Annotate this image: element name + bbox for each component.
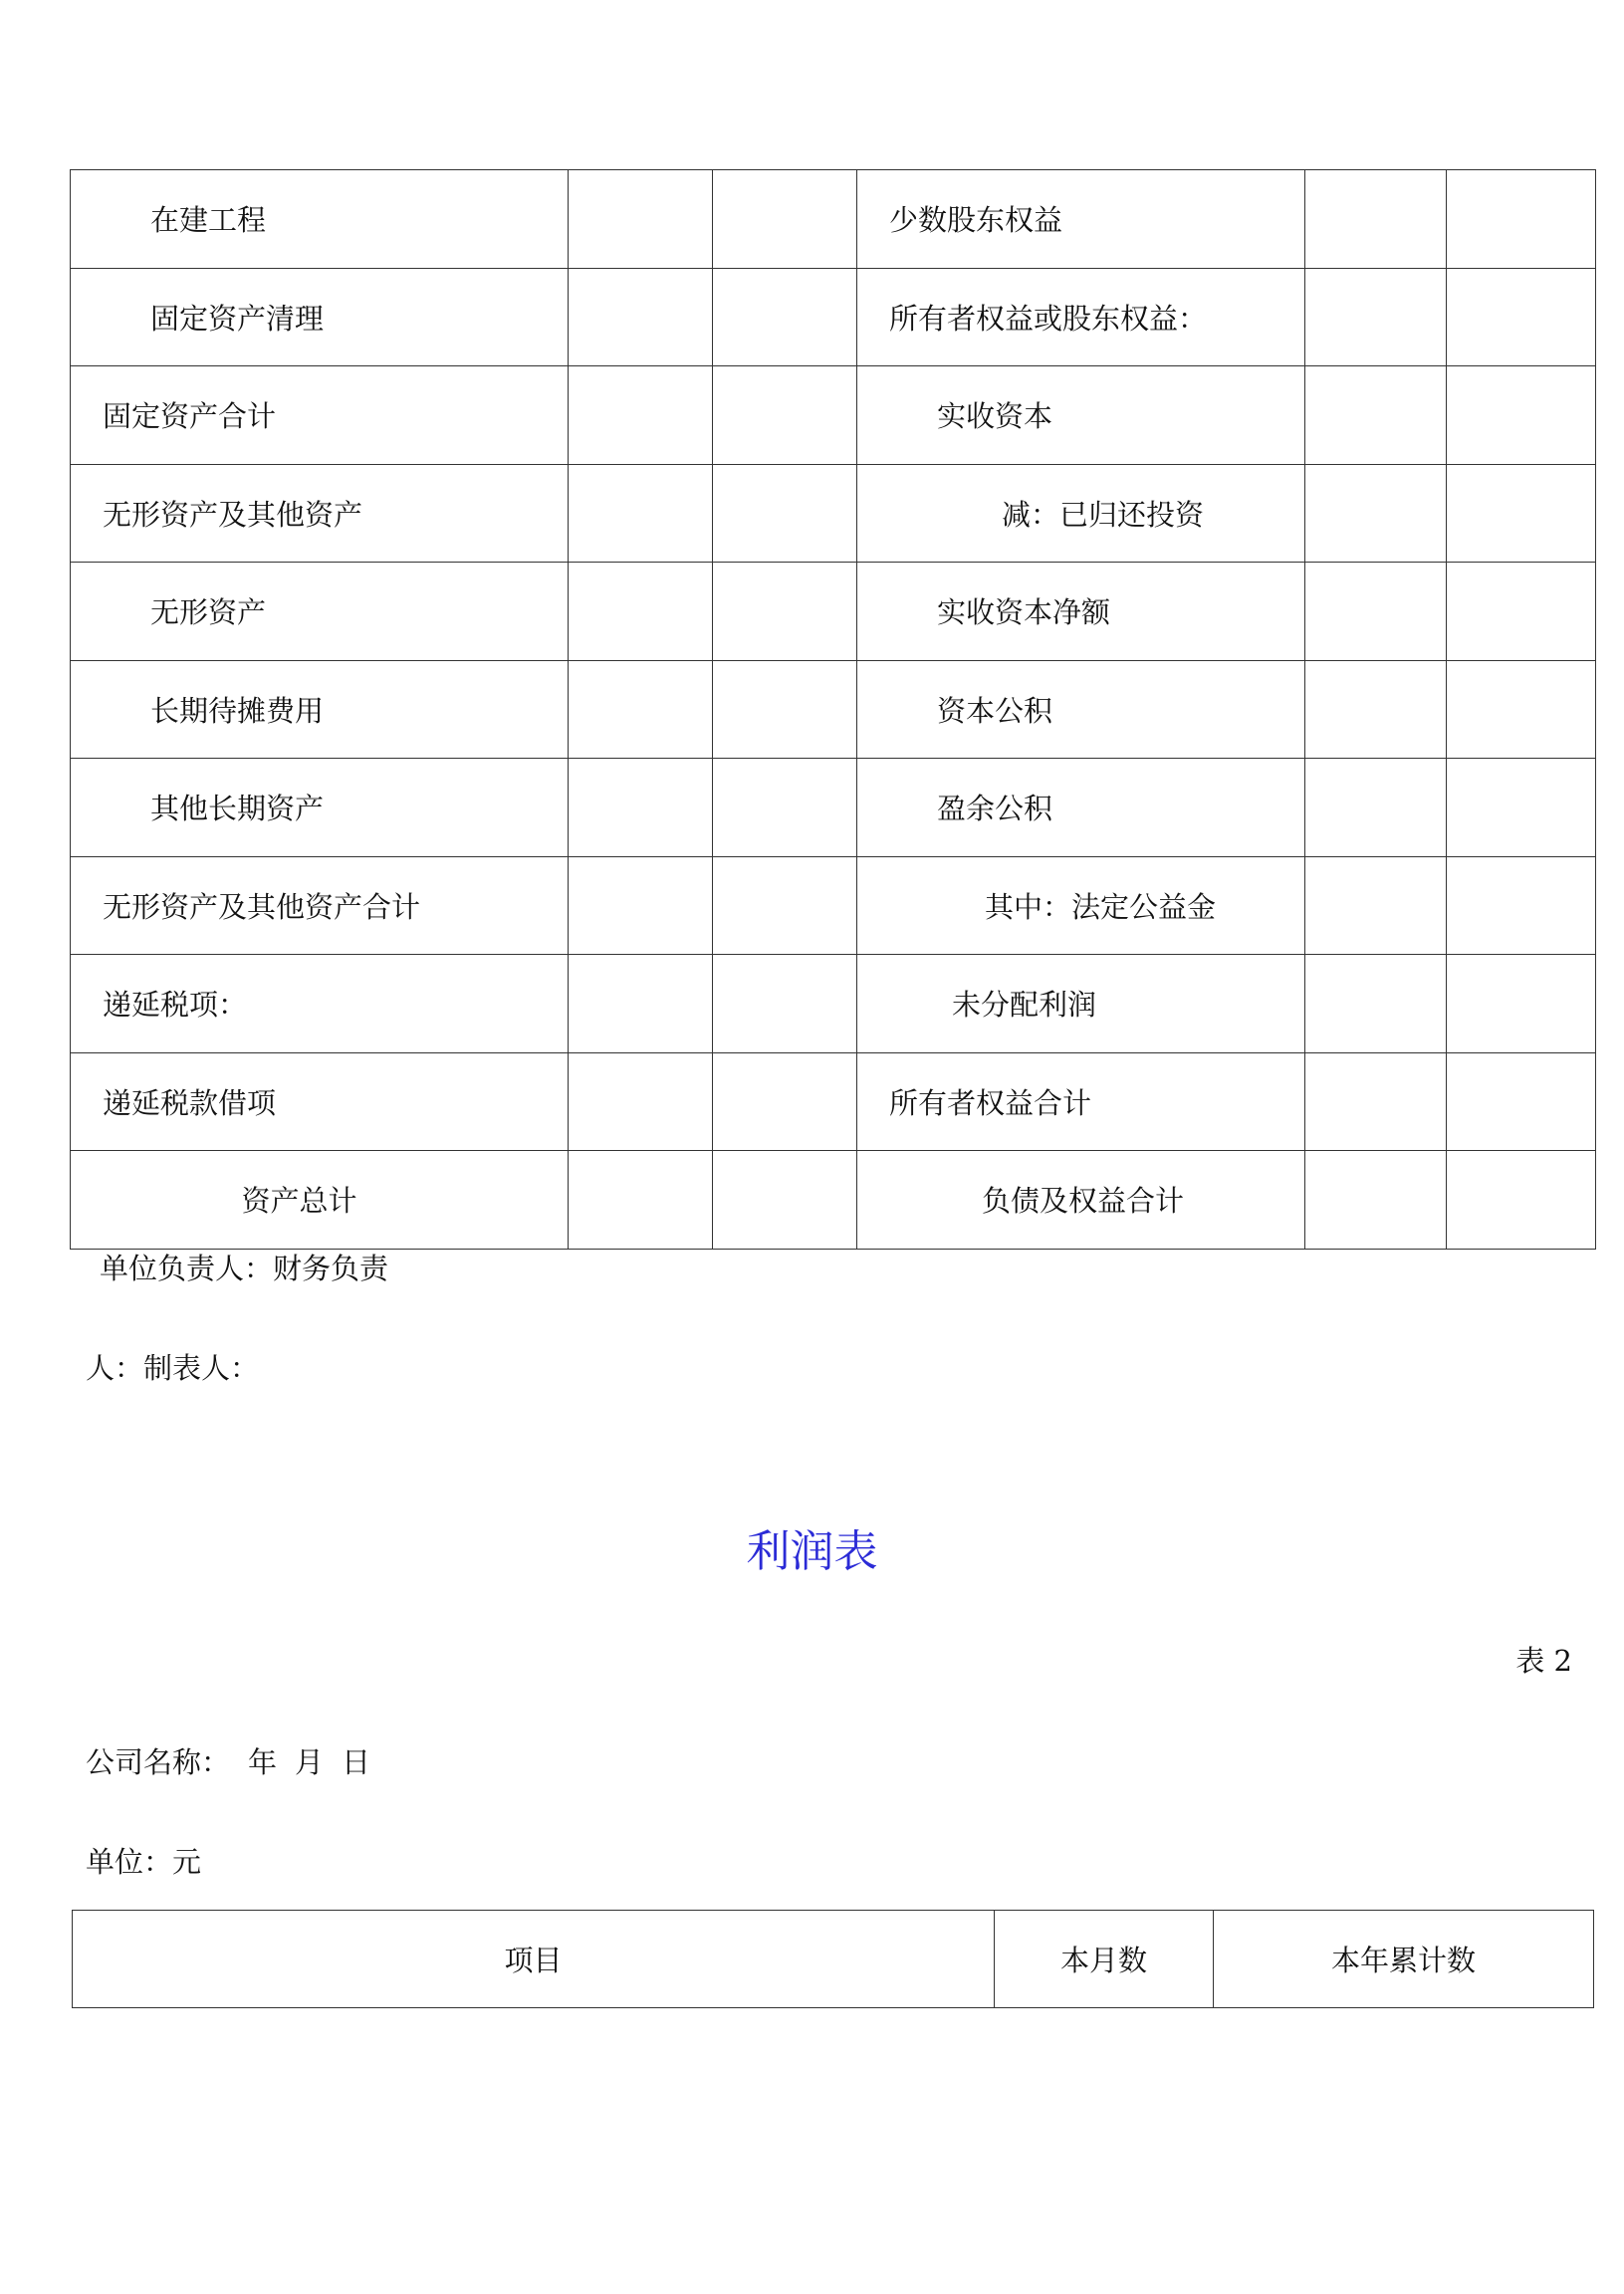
header-ytd-amount: 本年累计数 <box>1214 1911 1594 2008</box>
month-label: 月 <box>295 1745 325 1779</box>
liability-value-cell <box>1305 856 1447 955</box>
liability-value-cell <box>1447 759 1596 857</box>
asset-item-label: 其他长期资产 <box>71 759 569 857</box>
asset-item-label: 无形资产及其他资产 <box>71 464 569 563</box>
asset-value-cell <box>713 1151 857 1250</box>
liability-value-cell <box>1305 464 1447 563</box>
liability-equity-item-label: 少数股东权益 <box>857 170 1305 269</box>
liability-value-cell <box>1305 268 1447 366</box>
asset-item-label: 在建工程 <box>71 170 569 269</box>
table-row <box>71 268 1596 366</box>
liability-value-cell <box>1447 1052 1596 1151</box>
table-row <box>71 856 1596 955</box>
asset-value-cell <box>569 563 713 661</box>
liability-value-cell <box>1305 759 1447 857</box>
unit-line: 单位：元 <box>86 1845 202 1879</box>
table-row <box>71 366 1596 465</box>
asset-item-label: 无形资产及其他资产合计 <box>71 856 569 955</box>
asset-value-cell <box>713 856 857 955</box>
liability-equity-item-label: 实收资本 <box>857 366 1305 465</box>
header-item: 项目 <box>73 1911 995 2008</box>
day-label: 日 <box>342 1745 371 1779</box>
asset-value-cell <box>569 759 713 857</box>
liability-equity-item-label: 负债及权益合计 <box>857 1151 1305 1250</box>
liability-value-cell <box>1447 1151 1596 1250</box>
asset-value-cell <box>713 1052 857 1151</box>
liability-value-cell <box>1305 955 1447 1053</box>
liability-value-cell <box>1447 366 1596 465</box>
asset-value-cell <box>713 464 857 563</box>
liability-equity-item-label: 减：已归还投资 <box>857 464 1305 563</box>
asset-item-label: 长期待摊费用 <box>71 660 569 759</box>
liability-equity-item-label: 未分配利润 <box>857 955 1305 1053</box>
asset-value-cell <box>713 759 857 857</box>
liability-value-cell <box>1447 856 1596 955</box>
asset-item-label: 无形资产 <box>71 563 569 661</box>
asset-value-cell <box>569 464 713 563</box>
liability-value-cell <box>1305 1052 1447 1151</box>
year-label: 年 <box>248 1745 278 1779</box>
liability-equity-item-label: 所有者权益或股东权益： <box>857 268 1305 366</box>
asset-value-cell <box>713 660 857 759</box>
asset-value-cell <box>569 856 713 955</box>
asset-value-cell <box>713 268 857 366</box>
asset-item-label: 递延税款借项 <box>71 1052 569 1151</box>
liability-value-cell <box>1447 955 1596 1053</box>
liability-value-cell <box>1447 268 1596 366</box>
asset-value-cell <box>713 563 857 661</box>
liability-equity-item-label: 所有者权益合计 <box>857 1052 1305 1151</box>
asset-value-cell <box>713 955 857 1053</box>
liability-value-cell <box>1305 1151 1447 1250</box>
liability-value-cell <box>1447 660 1596 759</box>
table-row <box>71 1052 1596 1151</box>
table-row <box>71 1151 1596 1250</box>
table-row <box>71 464 1596 563</box>
signature-line-2: 人：制表人： <box>86 1351 260 1385</box>
asset-value-cell <box>569 1052 713 1151</box>
asset-value-cell <box>569 366 713 465</box>
balance-sheet-table <box>70 169 1596 1250</box>
table-row <box>71 759 1596 857</box>
signature-line-1: 单位负责人：财务负责 <box>100 1252 389 1285</box>
asset-value-cell <box>569 1151 713 1250</box>
header-month-amount: 本月数 <box>995 1911 1214 2008</box>
liability-value-cell <box>1447 170 1596 269</box>
liability-equity-item-label: 盈余公积 <box>857 759 1305 857</box>
table-row <box>71 170 1596 269</box>
asset-value-cell <box>569 660 713 759</box>
asset-value-cell <box>569 268 713 366</box>
asset-item-label: 资产总计 <box>71 1151 569 1250</box>
table-row <box>71 660 1596 759</box>
table-number: 表 2 <box>1515 1644 1572 1678</box>
table-header-row <box>73 1911 1594 2008</box>
asset-item-label: 固定资产清理 <box>71 268 569 366</box>
liability-value-cell <box>1305 563 1447 661</box>
liability-value-cell <box>1305 366 1447 465</box>
company-date-line <box>86 1740 388 1781</box>
asset-item-label: 固定资产合计 <box>71 366 569 465</box>
asset-value-cell <box>713 366 857 465</box>
asset-value-cell <box>713 170 857 269</box>
liability-value-cell <box>1305 660 1447 759</box>
liability-value-cell <box>1447 464 1596 563</box>
liability-value-cell <box>1305 170 1447 269</box>
liability-equity-item-label: 实收资本净额 <box>857 563 1305 661</box>
asset-value-cell <box>569 955 713 1053</box>
company-name-label: 公司名称： <box>86 1745 231 1779</box>
table-row <box>71 955 1596 1053</box>
income-statement-table <box>72 1910 1594 2008</box>
liability-equity-item-label: 资本公积 <box>857 660 1305 759</box>
liability-equity-item-label: 其中：法定公益金 <box>857 856 1305 955</box>
income-statement-title: 利润表 <box>746 1526 878 1577</box>
asset-item-label: 递延税项： <box>71 955 569 1053</box>
table-row <box>71 563 1596 661</box>
liability-value-cell <box>1447 563 1596 661</box>
asset-value-cell <box>569 170 713 269</box>
